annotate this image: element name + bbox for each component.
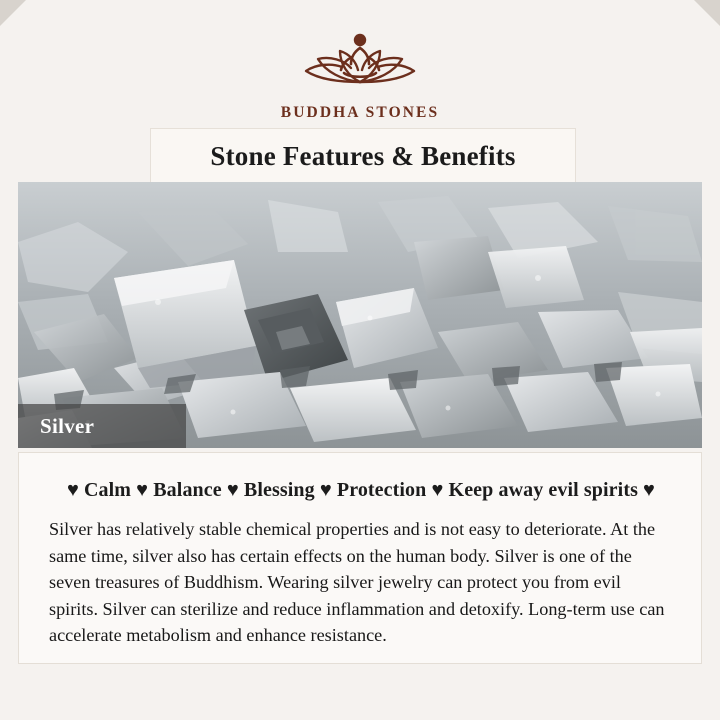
keywords-line: ♥ Calm ♥ Balance ♥ Blessing ♥ Protection ♥ Keep away evil spirits ♥ — [66, 479, 656, 501]
footer-strip — [0, 666, 720, 720]
photo-caption-label: Silver — [40, 413, 95, 438]
description-panel — [18, 452, 702, 664]
brand-name: BUDDHA STONES — [280, 104, 440, 121]
description-text: Silver has relatively stable chemical properties and is not easy to deteriorate. At the same time, silver also has certain effects on the human body. Silver is one of the seven treasures of Buddhism. Wearing silver jewelry can protect you from evil spirits. Silver can sterilize and reduce inflammation and detoxify. Long-term use can accelerate metabolism and enhance resistance. — [49, 519, 665, 646]
lotus-meditation-icon — [276, 24, 444, 98]
page-title: Stone Features & Benefits — [210, 140, 516, 171]
brand-logo — [0, 24, 720, 122]
title-band — [150, 128, 576, 183]
photo-caption — [18, 404, 186, 448]
corner-accent-top-right — [694, 0, 720, 26]
corner-accent-top-left — [0, 0, 26, 26]
